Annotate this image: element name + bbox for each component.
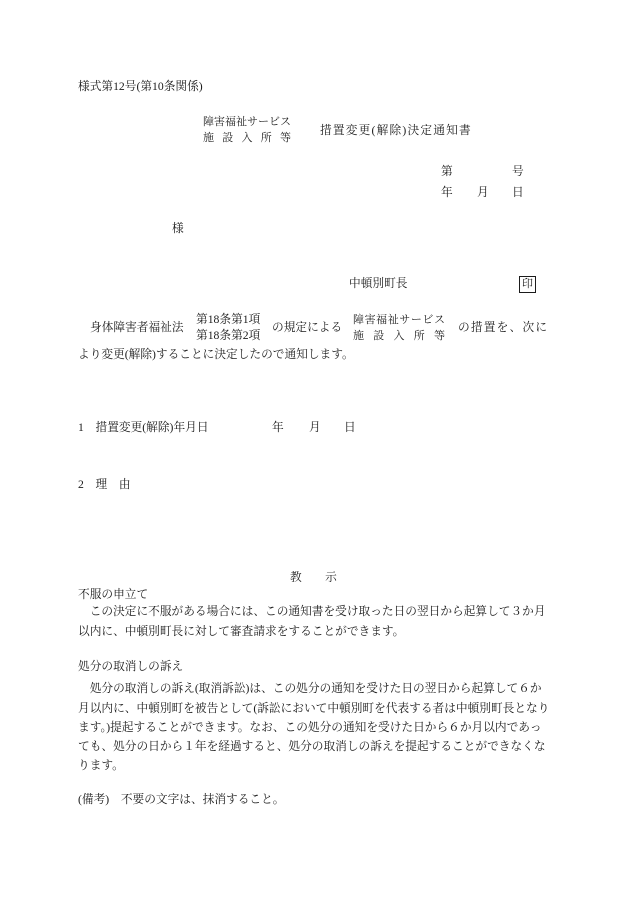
notice-measure: の措置を、次に	[458, 321, 549, 334]
notice-article-1: 第18条第1項	[196, 313, 261, 326]
issue-date-year: 年	[441, 186, 453, 199]
notice-continuation: より変更(解除)することに決定したので通知します。	[78, 348, 354, 361]
notice-service-type-line2	[353, 328, 445, 344]
glyph: 入	[241, 132, 253, 144]
notice-articles	[196, 312, 260, 344]
glyph: ビ	[269, 116, 280, 128]
item-reason-label: 2 理 由	[78, 478, 131, 491]
lawsuit-line: 月以内に、中頓別町を被告として(訴訟において中頓別町を代表する者は中頓別町長となり	[78, 702, 550, 715]
glyph: ー	[258, 116, 269, 128]
lawsuit-line: ります。	[78, 759, 124, 772]
glyph: 施	[203, 132, 214, 144]
glyph: 障	[203, 116, 214, 128]
glyph: 所	[260, 132, 272, 144]
lawsuit-heading: 処分の取消しの訴え	[78, 660, 184, 673]
glyph: サ	[399, 314, 411, 326]
notice-service-type-line1	[353, 312, 445, 328]
issuer-name: 中頓別町長	[349, 277, 408, 290]
item-change-date-day: 日	[344, 421, 356, 434]
notice-provision: の規定による	[272, 321, 343, 334]
document-number-prefix: 第	[441, 165, 453, 178]
glyph: ス	[280, 116, 291, 128]
glyph: 害	[214, 116, 225, 128]
glyph: ー	[410, 314, 422, 326]
glyph: 入	[393, 330, 405, 342]
item-change-date-label: 1 措置変更(解除)年月日	[78, 421, 209, 434]
item-change-date-month: 月	[309, 421, 321, 434]
glyph: 設	[373, 330, 385, 342]
glyph: 所	[413, 330, 425, 342]
notice-service-type	[353, 312, 445, 344]
glyph: 設	[222, 132, 234, 144]
lawsuit-line: ます。)提起することができます。なお、この処分の通知を受けた日から６か月以内であっ	[78, 721, 542, 734]
document-number-suffix: 号	[512, 165, 524, 178]
seal-stamp-box: 印	[519, 276, 536, 293]
glyph: 障	[353, 314, 364, 326]
item-change-date-year: 年	[272, 421, 284, 434]
glyph: 等	[434, 330, 445, 342]
objection-heading: 不服の申立て	[78, 588, 149, 601]
glyph: 祉	[236, 116, 247, 128]
glyph: ス	[433, 314, 445, 326]
title-service-type-line1	[203, 114, 291, 130]
notice-law: 身体障害者福祉法	[90, 321, 184, 334]
glyph: 祉	[387, 314, 399, 326]
notice-article-2: 第18条第2項	[196, 329, 261, 342]
glyph: サ	[247, 116, 258, 128]
glyph: 等	[280, 132, 291, 144]
objection-line: この決定に不服がある場合には、この通知書を受け取った日の翌日から起算して３か月	[78, 605, 546, 618]
issue-date-day: 日	[512, 186, 524, 199]
issue-date-month: 月	[477, 186, 489, 199]
instruction-heading: 教 示	[290, 571, 337, 584]
objection-line: 以内に、中頓別町長に対して審査請求をすることができます。	[78, 625, 405, 638]
glyph: 福	[225, 116, 236, 128]
title-service-type	[203, 114, 291, 146]
form-number: 様式第12号(第10条関係)	[78, 80, 203, 93]
recipient-honorific: 様	[172, 222, 184, 235]
lawsuit-line: 処分の取消しの訴え(取消訴訟)は、この処分の通知を受けた日の翌日から起算して６か	[78, 682, 542, 695]
glyph: 施	[353, 330, 364, 342]
glyph: 福	[376, 314, 388, 326]
document-title: 措置変更(解除)決定通知書	[320, 124, 472, 137]
remarks: (備考) 不要の文字は、抹消すること。	[78, 793, 285, 806]
lawsuit-line: ても、処分の日から１年を経過すると、処分の取消しの訴えを提起することができなくな	[78, 740, 546, 753]
glyph: ビ	[422, 314, 434, 326]
glyph: 害	[364, 314, 376, 326]
title-service-type-line2	[203, 130, 291, 146]
